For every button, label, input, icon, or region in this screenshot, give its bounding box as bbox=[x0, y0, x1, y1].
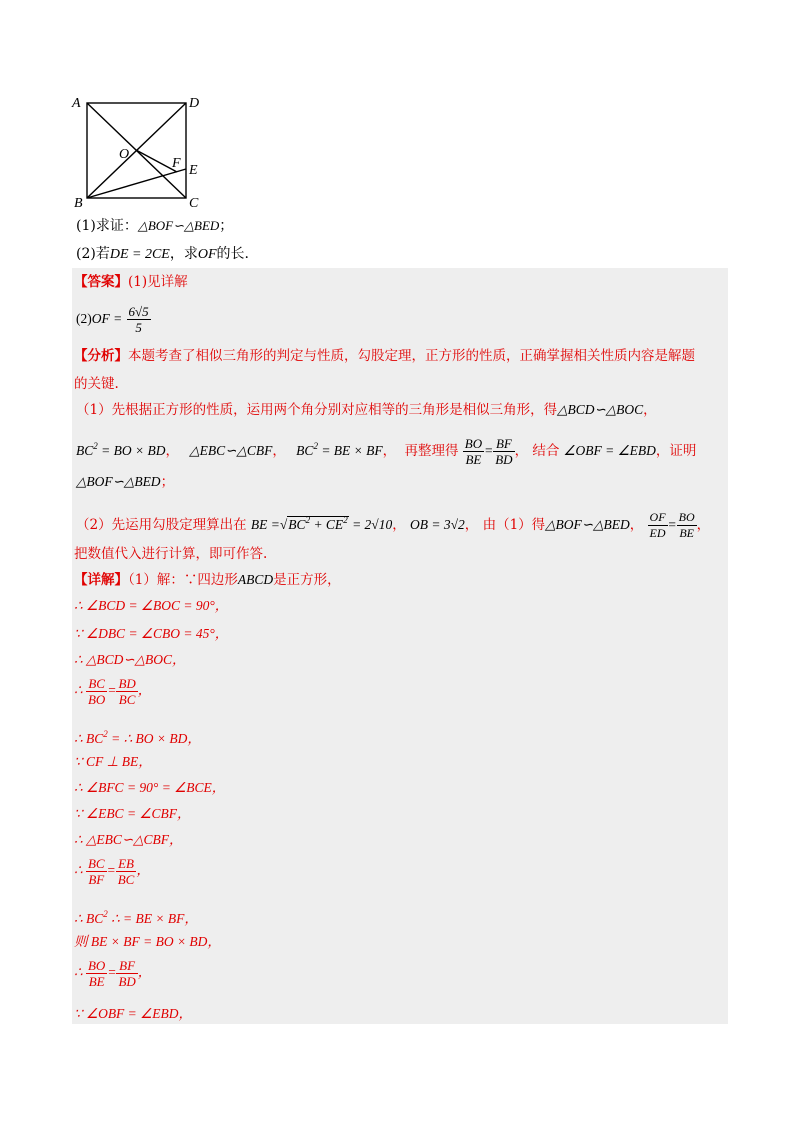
segment-of bbox=[136, 150, 177, 172]
analysis-p2-line-2: 把数值代入进行计算，即可作答. bbox=[74, 546, 268, 562]
label-a: A bbox=[72, 96, 81, 111]
label-f: F bbox=[172, 156, 181, 171]
detail-step-9: ∴ $BC^2$ ∴ = BE × BF， bbox=[74, 909, 198, 926]
analysis-p1-line-2: $BC^2$ = BO × BD， △EBC∽△CBF， $BC^2$ = BE × BF， 再整理得 $\frac{BO}{BE}$ = $\frac{BF}{BD}$ ， 结合 ∠OBF = ∠EBD，证明 bbox=[76, 436, 697, 467]
detail-step-2: ∵ ∠DBC = ∠CBO = 45°， bbox=[74, 626, 229, 641]
analysis-p1-line-3: △BOF∽△BED； bbox=[76, 474, 175, 490]
detail-step-1: ∴ ∠BCD = ∠BOC = 90°， bbox=[74, 598, 229, 613]
label-c: C bbox=[189, 196, 199, 210]
detail-step-10: 则 BE × BF = BO × BD， bbox=[74, 934, 221, 949]
detail-step-7: ∵ ∠EBC = ∠CBF， bbox=[74, 806, 191, 821]
analysis-p2-line-1: （2）先运用勾股定理算出在 BE $=√BC^2 + CE^2 = 2√10$， OB = 3√2， 由（1）得△BOF∽△BED， $\frac{OF}{ED}$ = $\frac{BO}{BE}$ ， bbox=[76, 510, 711, 540]
analysis-line-1: 【分析】本题考查了相似三角形的判定与性质，勾股定理，正方形的性质，正确掌握相关性质内容是解题 bbox=[74, 348, 695, 364]
analysis-line-2: 的关键. bbox=[74, 376, 119, 392]
detail-step-11: ∵ ∠OBF = ∠EBD， bbox=[74, 1006, 193, 1021]
label-o: O bbox=[119, 147, 130, 162]
detail-step-5: ∵ CF ⊥ BE， bbox=[74, 754, 152, 769]
detail-frac-step-3: ∴ $\frac{BO}{BE}$ = $\frac{BF}{BD}$ ， bbox=[74, 958, 152, 989]
answer-fraction: $\frac{6√5}{5}$ bbox=[128, 304, 149, 335]
detail-frac-step-1: ∴ $\frac{BC}{BO}$ = $\frac{BD}{BC}$ ， bbox=[74, 676, 152, 707]
detail-step-6: ∴ ∠BFC = 90° = ∠BCE， bbox=[74, 780, 226, 795]
label-e: E bbox=[189, 163, 198, 178]
detail-step-3: ∴ △BCD∽△BOC， bbox=[74, 652, 186, 667]
square-figure bbox=[68, 90, 208, 210]
label-b: B bbox=[74, 196, 83, 210]
detail-frac-step-2: ∴ $\frac{BC}{BF}$ = $\frac{EB}{BC}$ ， bbox=[74, 856, 150, 887]
detail-step-4: ∴ $BC^2$ = ∴ BO × BD， bbox=[74, 729, 201, 746]
question-part-2: (2)若DE = 2CE，求OF的长. bbox=[76, 246, 249, 262]
detail-intro: 【详解】（1）解：∵四边形ABCD是正方形， bbox=[74, 572, 341, 588]
question-part-1: (1)求证：△BOF∽△BED； bbox=[76, 218, 234, 234]
answer-line-1: 【答案】(1)见详解 bbox=[74, 274, 188, 290]
answer-line-2: (2)OF = $\frac{6√5}{5}$ bbox=[76, 304, 149, 335]
analysis-p1-line-1: （1）先根据正方形的性质，运用两个角分别对应相等的三角形是相似三角形，得△BCD∽△BOC， bbox=[76, 402, 657, 418]
label-d: D bbox=[189, 96, 200, 111]
detail-step-8: ∴ △EBC∽△CBF， bbox=[74, 832, 183, 847]
